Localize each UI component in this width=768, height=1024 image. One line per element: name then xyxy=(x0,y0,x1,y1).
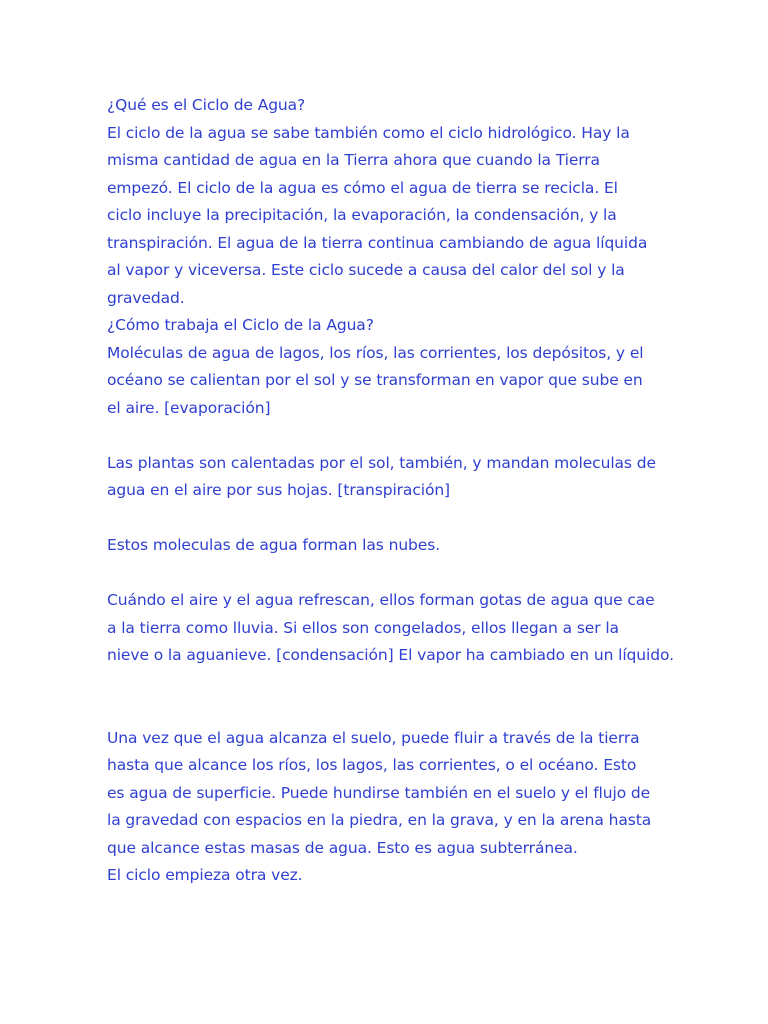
paragraph-transpiration xyxy=(107,450,707,505)
paragraph-clouds xyxy=(107,532,707,560)
paragraph-line: El ciclo de la agua se sabe también como el ciclo hidrológico. Hay la xyxy=(107,123,630,142)
paragraph-line: Una vez que el agua alcanza el suelo, puede fluir a través de la tierra xyxy=(107,728,640,747)
document-body xyxy=(107,92,707,890)
paragraph-line: nieve o la aguanieve. [condensación] El vapor ha cambiado en un líquido. xyxy=(107,646,674,664)
paragraph-definition xyxy=(107,120,707,313)
paragraph-line: agua en el aire por sus hojas. [transpiración] xyxy=(107,481,451,499)
paragraph-line: misma cantidad de agua en la Tierra ahora que cuando la Tierra xyxy=(107,151,600,169)
paragraph-condensation xyxy=(107,587,707,670)
paragraph-spacer xyxy=(107,505,707,533)
paragraph-line: es agua de superficie. Puede hundirse también en el suelo y el flujo de xyxy=(107,783,651,802)
paragraph-surface-water xyxy=(107,725,707,863)
paragraph-line: Cuándo el aire y el agua refrescan, ellos forman gotas de agua que cae xyxy=(107,591,655,609)
paragraph-line: a la tierra como lluvia. Si ellos son congelados, ellos llegan a ser la xyxy=(107,618,619,637)
paragraph-line: que alcance estas masas de agua. Esto es agua subterránea. xyxy=(107,838,578,857)
paragraph-line: el aire. [evaporación] xyxy=(107,398,271,417)
paragraph-line: océano se calientan por el sol y se transforman en vapor que sube en xyxy=(107,371,643,389)
paragraph-spacer xyxy=(107,560,707,588)
paragraph-line: hasta que alcance los ríos, los lagos, las corrientes, o el océano. Esto xyxy=(107,756,637,774)
paragraph-spacer xyxy=(107,422,707,450)
section-heading-how-it-works: ¿Cómo trabaja el Ciclo de la Agua? xyxy=(107,316,374,334)
closing-line: El ciclo empieza otra vez. xyxy=(107,866,303,884)
paragraph-line: transpiración. El agua de la tierra continua cambiando de agua líquida xyxy=(107,233,648,252)
paragraph-line: Las plantas son calentadas por el sol, también, y mandan moleculas de xyxy=(107,453,656,472)
paragraph-line: ciclo incluye la precipitación, la evaporación, la condensación, y la xyxy=(107,206,617,224)
paragraph-line: Moléculas de agua de lagos, los ríos, las corrientes, los depósitos, y el xyxy=(107,343,644,362)
paragraph-line: gravedad. xyxy=(107,288,185,307)
section-heading-what-is: ¿Qué es el Ciclo de Agua? xyxy=(107,96,306,114)
paragraph-evaporation xyxy=(107,340,707,423)
paragraph-line: empezó. El ciclo de la agua es cómo el agua de tierra se recicla. El xyxy=(107,178,618,197)
paragraph-line: Estos moleculas de agua forman las nubes. xyxy=(107,536,441,554)
paragraph-line: la gravedad con espacios en la piedra, en la grava, y en la arena hasta xyxy=(107,811,652,829)
paragraph-spacer xyxy=(107,670,707,725)
paragraph-line: al vapor y viceversa. Este ciclo sucede a causa del calor del sol y la xyxy=(107,261,625,279)
